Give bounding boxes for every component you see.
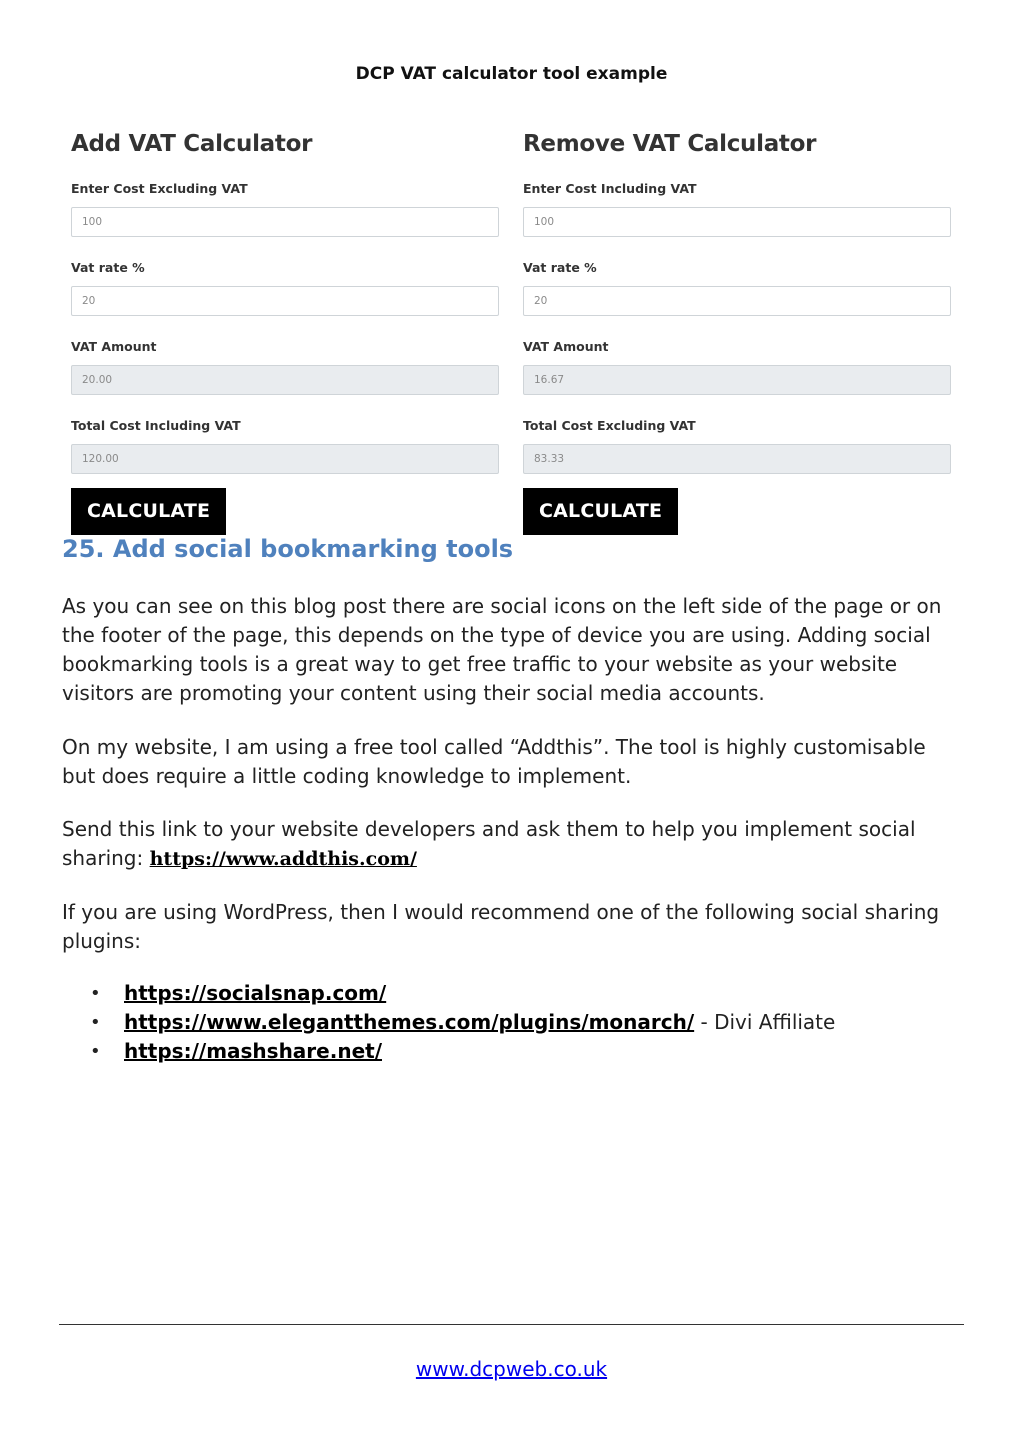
add-vat-rate-input[interactable]: 20 — [71, 286, 499, 316]
remove-cost-incl-label: Enter Cost Including VAT — [523, 181, 697, 196]
remove-cost-incl-input[interactable]: 100 — [523, 207, 951, 237]
list-item — [90, 979, 835, 1008]
plugin-note: - Divi Affiliate — [694, 1010, 836, 1034]
remove-vat-title: Remove VAT Calculator — [523, 131, 817, 157]
send-link-text: Send this link to your website developers and ask them to help you implement social sharing: — [62, 817, 916, 870]
add-vat-calculator — [71, 128, 501, 535]
footer-website-link[interactable]: www.dcpweb.co.uk — [415, 1357, 608, 1381]
socialsnap-link[interactable]: https://socialsnap.com/ — [124, 981, 387, 1005]
remove-vat-amount-output: 16.67 — [523, 365, 951, 395]
remove-vat-amount-label: VAT Amount — [523, 339, 609, 354]
paragraph-social-icons: As you can see on this blog post there are social icons on the left side of the page or on the footer of the page, this depends on the type of device you are using. Adding social bookmarking tools is a great way to get free traffic to your website as your website visitors are promoting your content using their social media accounts. — [62, 594, 942, 705]
add-cost-excl-input[interactable]: 100 — [71, 207, 499, 237]
addthis-link[interactable]: https://www.addthis.com/ — [149, 848, 417, 870]
paragraph-wordpress: If you are using WordPress, then I would recommend one of the following social sharing plugins: — [62, 900, 940, 953]
remove-vat-rate-label: Vat rate % — [523, 260, 597, 275]
paragraph-send-link — [62, 815, 942, 874]
mashshare-link[interactable]: https://mashshare.net/ — [124, 1039, 382, 1063]
section-heading: 25. Add social bookmarking tools — [62, 535, 514, 563]
remove-total-label: Total Cost Excluding VAT — [523, 418, 696, 433]
add-calculate-button[interactable]: CALCULATE — [71, 488, 226, 535]
list-item — [90, 1037, 835, 1066]
bullet-icon: • — [90, 1012, 101, 1033]
paragraph-addthis: On my website, I am using a free tool called “Addthis”. The tool is highly customisable but does require a little coding knowledge to implement. — [62, 735, 926, 788]
monarch-link[interactable]: https://www.elegantthemes.com/plugins/monarch/ — [124, 1010, 695, 1034]
footer-divider — [59, 1324, 964, 1325]
footer — [0, 1357, 1023, 1381]
plugin-list — [90, 979, 835, 1066]
add-vat-amount-label: VAT Amount — [71, 339, 157, 354]
bullet-icon: • — [90, 983, 101, 1004]
add-vat-title: Add VAT Calculator — [71, 131, 313, 157]
remove-vat-rate-input[interactable]: 20 — [523, 286, 951, 316]
bullet-icon: • — [90, 1041, 101, 1062]
add-total-output: 120.00 — [71, 444, 499, 474]
remove-total-output: 83.33 — [523, 444, 951, 474]
figure-caption: DCP VAT calculator tool example — [355, 64, 668, 84]
remove-vat-calculator — [523, 128, 953, 535]
list-item — [90, 1008, 835, 1037]
add-vat-rate-label: Vat rate % — [71, 260, 145, 275]
add-vat-amount-output: 20.00 — [71, 365, 499, 395]
add-total-label: Total Cost Including VAT — [71, 418, 241, 433]
add-cost-excl-label: Enter Cost Excluding VAT — [71, 181, 248, 196]
remove-calculate-button[interactable]: CALCULATE — [523, 488, 678, 535]
